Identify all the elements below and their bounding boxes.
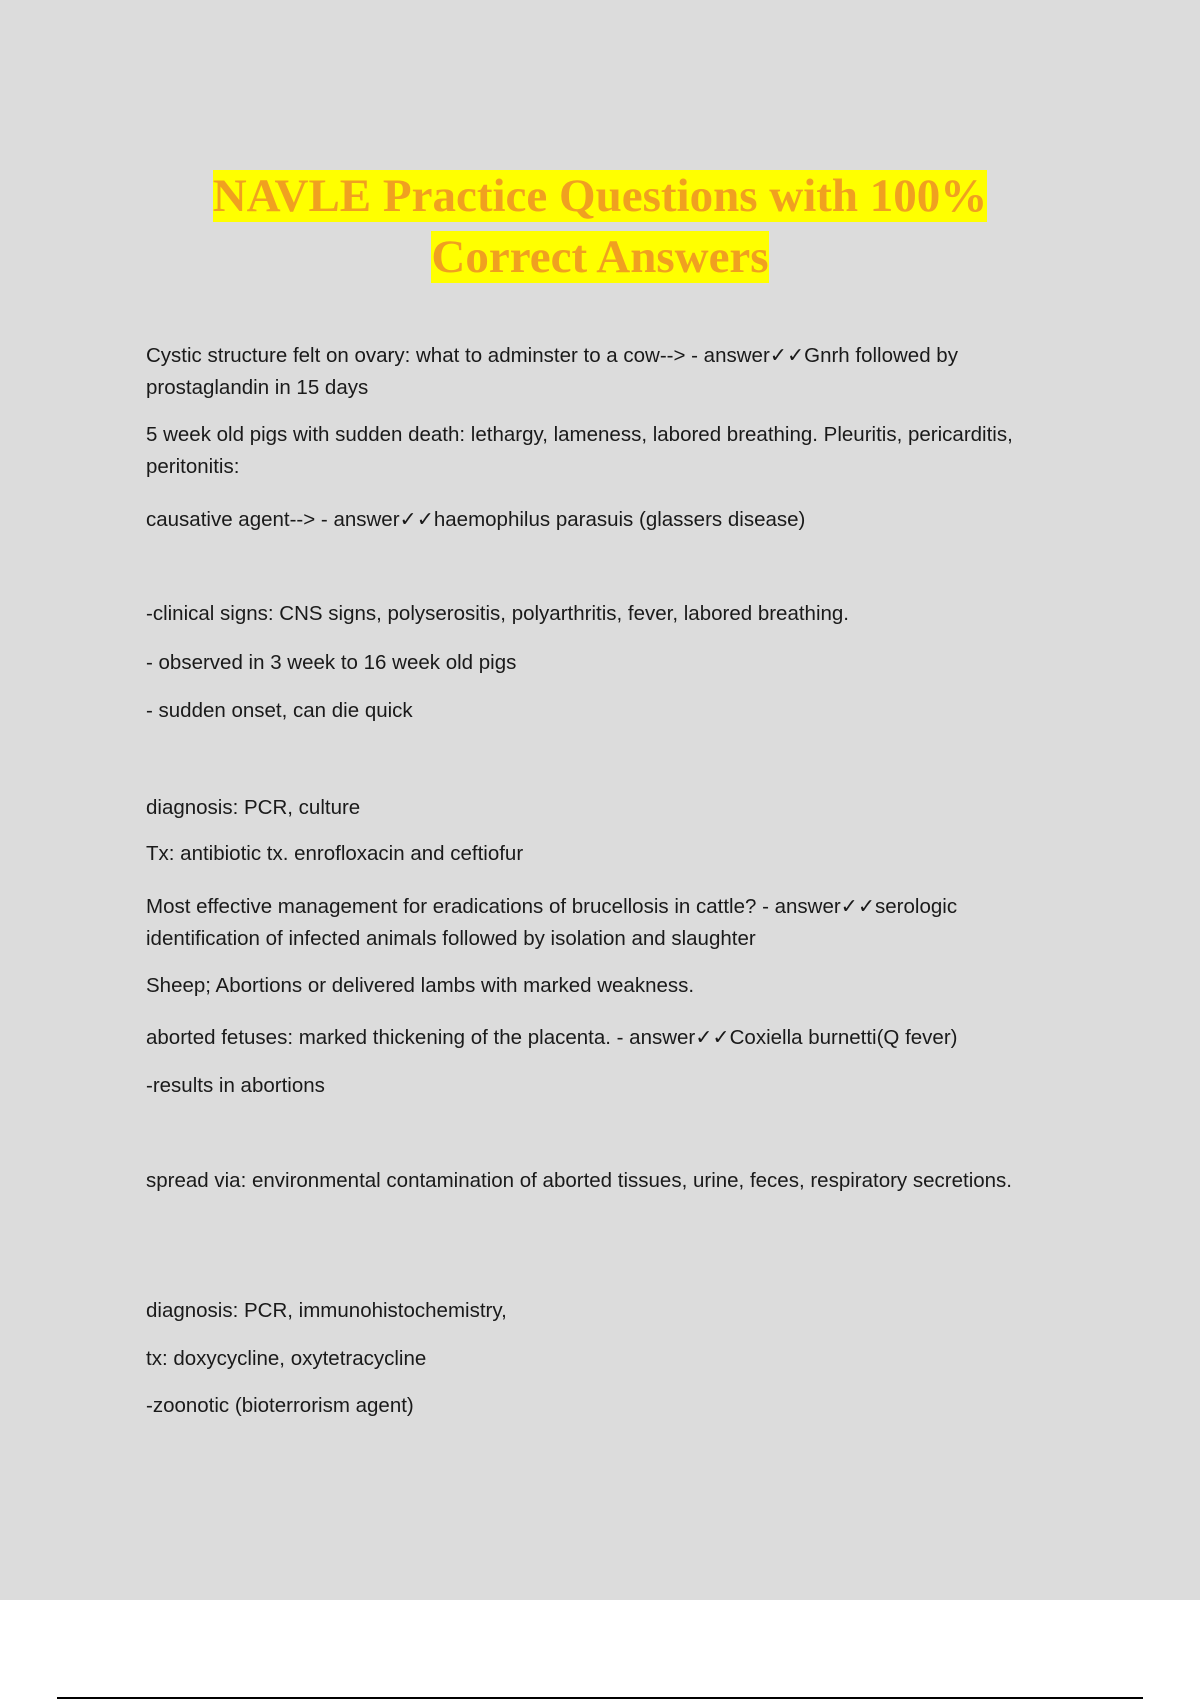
paragraph-aborted-fetuses-answer: aborted fetuses: marked thickening of the placenta. - answer✓✓Coxiella burnetti(Q fever) (146, 1026, 958, 1049)
paragraph-cystic-ovary-question: Cystic structure felt on ovary: what to adminster to a cow--> - answer✓✓Gnrh followed by prostaglandin in 15 days (146, 344, 958, 399)
paragraph-spread-via: spread via: environmental contamination of aborted tissues, urine, feces, respiratory secretions. (146, 1169, 1012, 1192)
paragraph-sheep-abortions: Sheep; Abortions or delivered lambs with marked weakness. (146, 974, 695, 997)
paragraph-clinical-signs: -clinical signs: CNS signs, polyserositis, polyarthritis, fever, labored breathing. (146, 602, 849, 625)
paragraph-treatment-doxycycline: tx: doxycycline, oxytetracycline (146, 1347, 427, 1370)
paragraph-diagnosis-pcr-ihc: diagnosis: PCR, immunohistochemistry, (146, 1299, 507, 1322)
document-title (0, 166, 1200, 288)
bottom-rule-divider (57, 1697, 1143, 1699)
paragraph-causative-agent-answer: causative agent--> - answer✓✓haemophilus parasuis (glassers disease) (146, 508, 806, 531)
paragraph-brucellosis-question: Most effective management for eradications of brucellosis in cattle? - answer✓✓serologic identification of infected animals followed by isolation and slaughter (146, 895, 958, 950)
paragraph-observed-age: - observed in 3 week to 16 week old pigs (146, 651, 517, 674)
title-line-2: Correct Answers (431, 231, 769, 283)
paragraph-diagnosis-pcr-culture: diagnosis: PCR, culture (146, 796, 361, 819)
paragraph-zoonotic: -zoonotic (bioterrorism agent) (146, 1394, 414, 1417)
paragraph-pig-sudden-death-question: 5 week old pigs with sudden death: lethargy, lameness, labored breathing. Pleuritis, pericarditis, peritonitis: (146, 423, 1013, 478)
paragraph-sudden-onset: - sudden onset, can die quick (146, 699, 413, 722)
paragraph-results-abortions: -results in abortions (146, 1074, 325, 1097)
title-line-1: NAVLE Practice Questions with 100% (212, 170, 988, 222)
paragraph-treatment-antibiotics: Tx: antibiotic tx. enrofloxacin and ceftiofur (146, 842, 524, 865)
